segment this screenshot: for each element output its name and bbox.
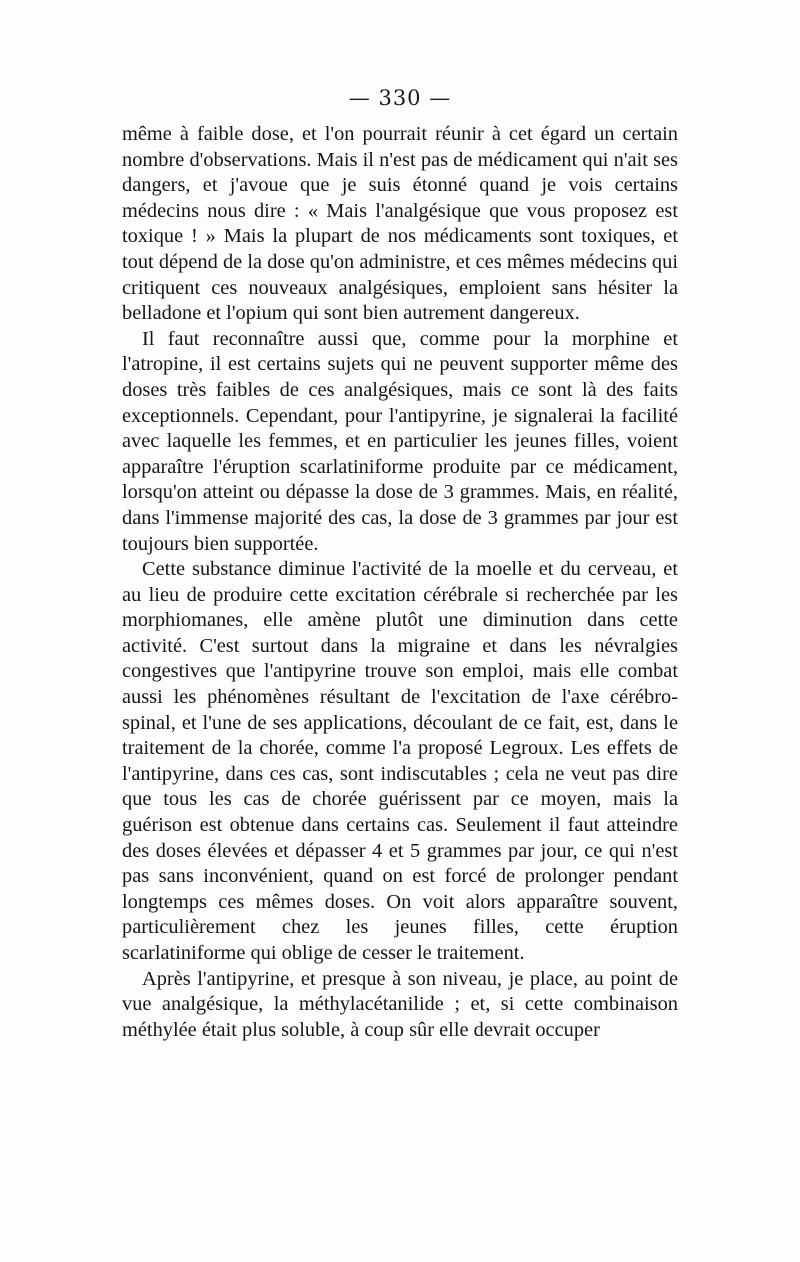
paragraph-2: Il faut reconnaître aussi que, comme pour la morphine et l'atropine, il est certains sujets qui ne peuvent supporter même des doses très faibles de ces analgésiques, mais ce sont là des faits exceptionnels. Cependant, pour l'antipyrine, je signalerai la facilité avec laquelle les femmes, et en particulier les jeunes filles, voient apparaître l'éruption scarlatiniforme produite par ce médicament, lorsqu'on atteint ou dépasse la dose de 3 grammes. Mais, en réalité, dans l'immense majorité des cas, la dose de 3 grammes par jour est toujours bien supportée. bbox=[122, 327, 678, 555]
paragraph-3: Cette substance diminue l'activité de la moelle et du cerveau, et au lieu de produire cette excitation cérébrale si recherchée par les morphiomanes, elle amène plutôt une diminution dans cette activité. C'est surtout dans la migraine et dans les névralgies congestives que l'antipyrine trouve son emploi, mais elle combat aussi les phénomènes résultant de l'excitation de l'axe cérébro-spinal, et l'une de ses applications, découlant de ce fait, est, dans le traitement de la chorée, comme l'a proposé Legroux. Les effets de l'antipyrine, dans ces cas, sont indiscutables ; cela ne veut pas dire que tous les cas de chorée guérissent par ce moyen, mais la guérison est obtenue dans certains cas. Seulement il faut atteindre des doses élevées et dépasser 4 et 5 grammes par jour, ce qui n'est pas sans inconvénient, quand on est forcé de prolonger pendant longtemps ces mêmes doses. On voit alors apparaître souvent, particulièrement chez les jeunes filles, cette éruption scarlatiniforme qui oblige de cesser le traitement. bbox=[122, 558, 678, 964]
paragraph-1: même à faible dose, et l'on pourrait réunir à cet égard un certain nombre d'observations. Mais il n'est pas de médicament qui n'ait ses dangers, et j'avoue que je suis étonné quand je vois certains médecins nous dire : « Mais l'analgésique que vous proposez est toxique ! » Mais la plupart de nos médicaments sont toxiques, et tout dépend de la dose qu'on administre, et ces mêmes médecins qui critiquent ces nouveaux analgésiques, emploient sans hésiter la belladone et l'opium qui sont bien autrement dangereux. bbox=[122, 123, 678, 325]
paragraph-4: Après l'antipyrine, et presque à son niveau, je place, au point de vue analgésique, la méthylacétanilide ; et, si cette combinaison méthylée était plus soluble, à coup sûr elle devrait occuper bbox=[122, 967, 678, 1041]
body-text bbox=[122, 122, 678, 1043]
page-number: — 330 — bbox=[348, 86, 452, 110]
